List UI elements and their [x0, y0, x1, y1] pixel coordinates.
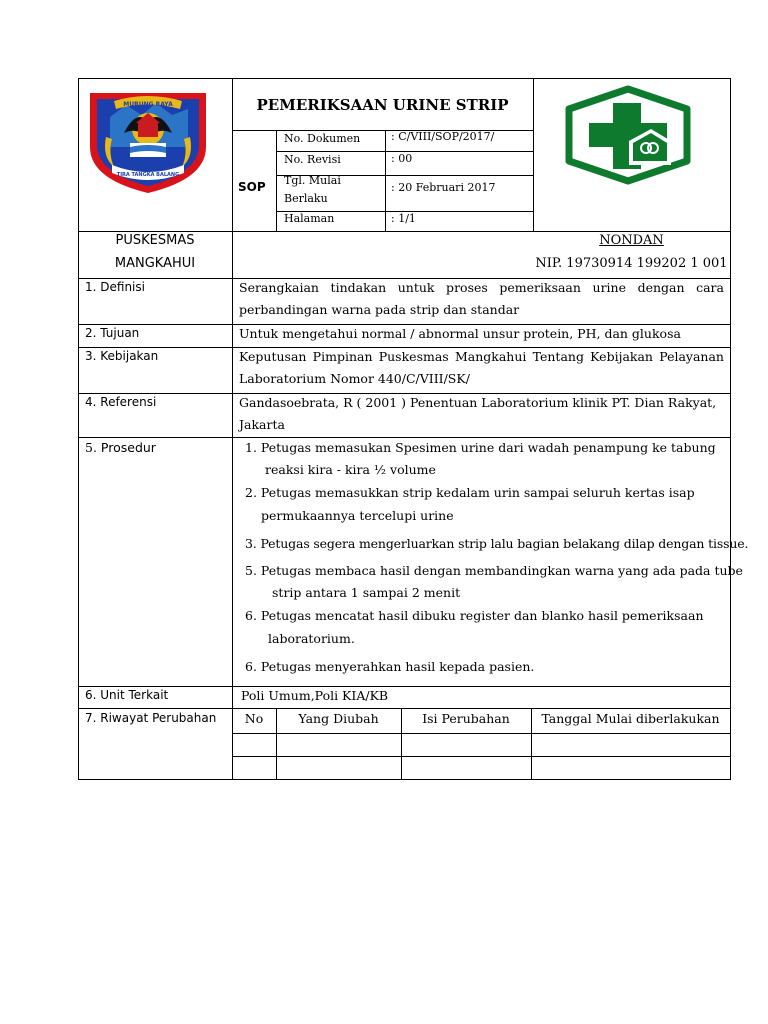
riwayat-col-no: No [244, 711, 264, 726]
org-name-line2: MANGKAHUI [114, 256, 196, 271]
kebijakan-label: 3. Kebijakan [85, 349, 159, 363]
kebijakan-line2: Laboratorium Nomor 440/C/VIII/SK/ [239, 371, 470, 386]
signer-name: NONDAN [599, 233, 664, 248]
prosedur-step-5-line1: 6. Petugas mencatat hasil dibuku register dan blanko hasil pemeriksaan [245, 608, 704, 623]
prosedur-label-text: Prosedur [100, 440, 156, 455]
meta-label-halaman: Halaman [284, 212, 335, 225]
puskesmas-logo [563, 85, 693, 185]
unit-terkait-label: 6. Unit Terkait [85, 688, 169, 702]
tujuan-text: Untuk mengetahui normal / abnormal unsur protein, PH, dan glukosa [239, 326, 681, 341]
riwayat-col-yang-diubah: Yang Diubah [298, 711, 379, 726]
prosedur-step-1-line1: 1. Petugas memasukan Spesimen urine dari wadah penampung ke tabung [245, 440, 716, 455]
prosedur-label [85, 440, 156, 455]
kebijakan-line1: Keputusan Pimpinan Puskesmas Mangkahui Tentang Kebijakan Pelayanan [239, 349, 724, 364]
sop-label: SOP [238, 180, 266, 194]
document-title: PEMERIKSAAN URINE STRIP [256, 96, 509, 114]
prosedur-step-2-line1: 2. Petugas memasukkan strip kedalam urin sampai seluruh kertas isap [245, 485, 695, 500]
prosedur-step-4-line2: strip antara 1 sampai 2 menit [272, 585, 461, 600]
prosedur-step-2-line2: permukaannya tercelupi urine [261, 508, 454, 523]
prosedur-step-3: 3. Petugas segera mengerluarkan strip lalu bagian belakang dilap dengan tissue. [245, 536, 749, 551]
prosedur-label-number: 5. [85, 440, 97, 455]
meta-label-tgl-mulai: Tgl. Mulai [284, 174, 341, 187]
definisi-line1: Serangkaian tindakan untuk proses pemeriksaan urine dengan cara [239, 280, 724, 295]
tujuan-label: 2. Tujuan [85, 326, 140, 340]
signer-nip: NIP. 19730914 199202 1 001 [535, 256, 728, 271]
riwayat-col-tanggal: Tanggal Mulai diberlakukan [541, 711, 720, 726]
definisi-label: 1. Definisi [85, 280, 145, 294]
definisi-line2: perbandingan warna pada strip dan standar [239, 302, 520, 317]
prosedur-step-4-line1: 5. Petugas membaca hasil dengan membandingkan warna yang ada pada tube [245, 563, 743, 578]
referensi-label: 4. Referensi [85, 395, 157, 409]
unit-terkait-text: Poli Umum,Poli KIA/KB [241, 688, 389, 703]
meta-value-no-revisi: : 00 [391, 152, 413, 165]
org-name-line1: PUSKESMAS [115, 233, 195, 248]
riwayat-label: 7. Riwayat Perubahan [85, 711, 217, 725]
meta-label-berlaku: Berlaku [284, 192, 328, 205]
meta-value-halaman: : 1/1 [391, 212, 416, 225]
prosedur-step-5-line2: laboratorium. [268, 631, 355, 646]
murung-raya-logo [84, 87, 212, 197]
meta-label-no-dokumen: No. Dokumen [284, 132, 361, 145]
logo-bottom-text: TIRA TANGKA BALANG [116, 172, 180, 178]
meta-value-no-dokumen: : C/VIII/SOP/2017/ [391, 130, 495, 143]
meta-label-no-revisi: No. Revisi [284, 153, 341, 166]
referensi-line2: Jakarta [239, 417, 285, 432]
logo-top-text: MURUNG RAYA [123, 101, 173, 108]
riwayat-col-isi-perubahan: Isi Perubahan [422, 711, 510, 726]
prosedur-step-1-line2: reaksi kira - kira ½ volume [265, 462, 436, 477]
prosedur-step-6: 6. Petugas menyerahkan hasil kepada pasien. [245, 659, 535, 674]
referensi-line1: Gandasoebrata, R ( 2001 ) Penentuan Laboratorium klinik PT. Dian Rakyat, [239, 395, 717, 410]
meta-value-tgl-mulai: : 20 Februari 2017 [391, 181, 496, 194]
